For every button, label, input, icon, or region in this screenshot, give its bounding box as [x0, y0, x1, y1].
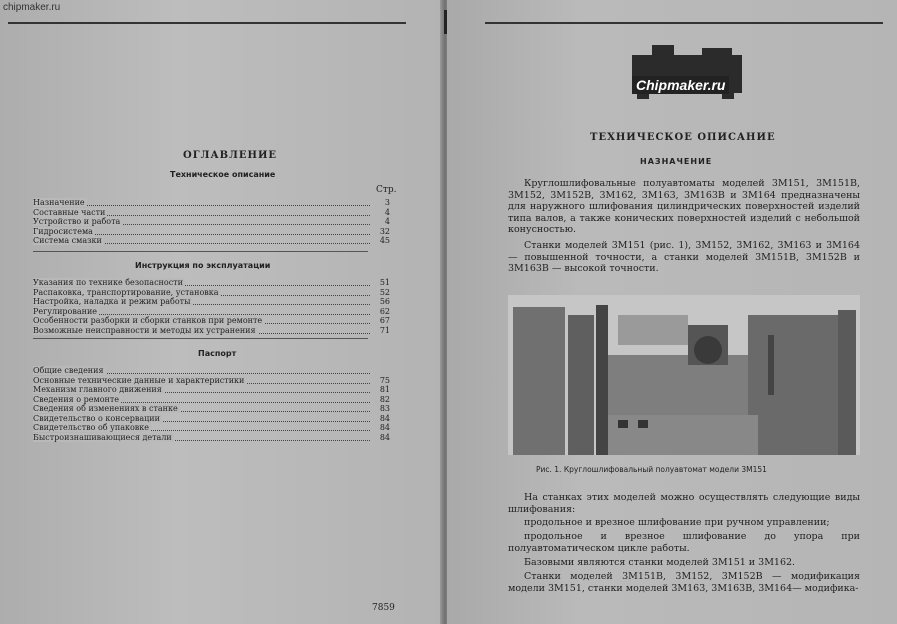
toc-row [33, 326, 390, 336]
paragraph: Базовыми являются станки моделей 3М151 и 3М162. [524, 557, 796, 568]
toc-row [33, 297, 390, 307]
toc-row [33, 433, 390, 443]
toc-row [33, 385, 390, 395]
toc-row-page: 84 [379, 432, 390, 442]
subheading: НАЗНАЧЕНИЕ [640, 157, 713, 166]
top-rule [8, 22, 406, 24]
page-number: 7859 [372, 603, 395, 613]
toc-row-page: 51 [379, 278, 390, 287]
grinding-machine-image [508, 295, 860, 455]
toc-row [33, 395, 390, 405]
toc-row-label: Общие сведения [33, 366, 104, 375]
section-divider [33, 251, 368, 252]
toc-row [33, 236, 390, 246]
toc-row-label: Сведения об изменениях в станке [33, 404, 178, 413]
toc-row-page: 81 [379, 385, 390, 394]
toc-row-page: 75 [379, 375, 390, 385]
toc-row-page: 82 [379, 394, 390, 404]
toc-row [33, 404, 390, 414]
toc-row-page: 62 [379, 306, 390, 316]
toc-row-label: Система смазки [33, 236, 102, 245]
toc-title: ОГЛАВЛЕНИЕ [183, 150, 278, 161]
toc-row-label: Указания по технике безопасности [33, 278, 183, 287]
paragraph: продольное и врезное шлифование при ручном управлении; [524, 517, 830, 528]
toc-row-page: 67 [379, 316, 390, 325]
heading: ТЕХНИЧЕСКОЕ ОПИСАНИЕ [590, 132, 776, 143]
toc-row-label: Устройство и работа [33, 217, 121, 226]
toc-row-label: Распаковка, транспортирование, установка [33, 287, 219, 297]
machine-photo [508, 295, 860, 455]
toc-row [33, 288, 390, 298]
toc-row-page: 45 [379, 236, 390, 245]
toc-row-page: 56 [379, 297, 390, 306]
toc-row-label: Механизм главного движения [33, 385, 162, 394]
toc-row-page: 84 [379, 423, 390, 432]
paragraph: Станки моделей 3М151В, 3М152, 3М152В — модификация модели 3М151, станки моделей 3М163, 3М163В, 3М164— модифика- [508, 571, 860, 594]
toc-row-page: 84 [379, 413, 390, 423]
toc-row-label: Составные части [33, 207, 106, 217]
toc-row-page: 32 [379, 226, 390, 236]
top-rule [485, 22, 883, 24]
paragraph: Станки моделей 3М151 (рис. 1), 3М152, 3М162, 3М163 и 3М164 — повышенной точности, а станки моделей 3М151В, 3М152В и 3М163В — высокой точности. [508, 240, 860, 274]
toc-section-title: Инструкция по эксплуатации [135, 261, 271, 270]
left-page [0, 0, 445, 624]
figure-caption: Рис. 1. Круглошлифовальный полуавтомат модели 3М151 [536, 465, 767, 474]
toc-row-label: Свидетельство об упаковке [33, 423, 150, 432]
toc-row [33, 227, 390, 237]
toc-row [33, 414, 390, 424]
toc-row-page: 83 [379, 404, 390, 413]
paragraph: На станках этих моделей можно осуществлять следующие виды шлифования: [508, 492, 860, 515]
toc-row [33, 198, 390, 208]
toc-row [33, 316, 390, 326]
toc-row-page: 4 [384, 207, 390, 217]
toc-row-page: 52 [379, 287, 390, 297]
site-mark: chipmaker.ru [3, 2, 61, 13]
toc-row [33, 366, 390, 376]
toc-section-title: Техническое описание [170, 170, 276, 179]
toc-row-page: 3 [384, 198, 390, 207]
toc-row-label: Настройка, наладка и режим работы [33, 297, 191, 306]
toc-row-label: Быстроизнашивающиеся детали [33, 432, 172, 442]
paragraph: продольное и врезное шлифование до упора при полуавтоматическом цикле работы. [508, 531, 860, 554]
logo-text: Chipmaker.ru [632, 76, 729, 94]
paragraph: Круглошлифовальные полуавтоматы моделей 3М151, 3М151В, 3М152, 3М152В, 3М162, 3М163, 3М163В и 3М164 предназначены для наружного шлифования цилиндрических поверхностей изделий типа валов, а также конических поверхностей изделий с небольшой конусностью. [508, 178, 860, 235]
toc-section-title: Паспорт [198, 349, 237, 358]
page-column-label: Стр. [376, 185, 397, 195]
toc-row-label: Возможные неисправности и методы их устранения [33, 325, 256, 335]
toc-row-page: 71 [379, 325, 390, 335]
toc-row-label: Регулирование [33, 306, 98, 316]
toc-row [33, 208, 390, 218]
toc-row [33, 217, 390, 227]
toc-row [33, 376, 390, 386]
toc-row-label: Основные технические данные и характеристики [33, 375, 245, 385]
toc-row-page: 4 [384, 217, 390, 226]
section-divider [33, 338, 368, 339]
toc-row [33, 307, 390, 317]
toc-row-label: Сведения о ремонте [33, 394, 120, 404]
toc-row-label: Назначение [33, 198, 85, 207]
toc-row [33, 278, 390, 288]
toc-row-label: Гидросистема [33, 226, 93, 236]
toc-row-label: Свидетельство о консервации [33, 413, 160, 423]
toc-row-label: Особенности разборки и сборки станков при ремонте [33, 316, 263, 325]
toc-row [33, 423, 390, 433]
